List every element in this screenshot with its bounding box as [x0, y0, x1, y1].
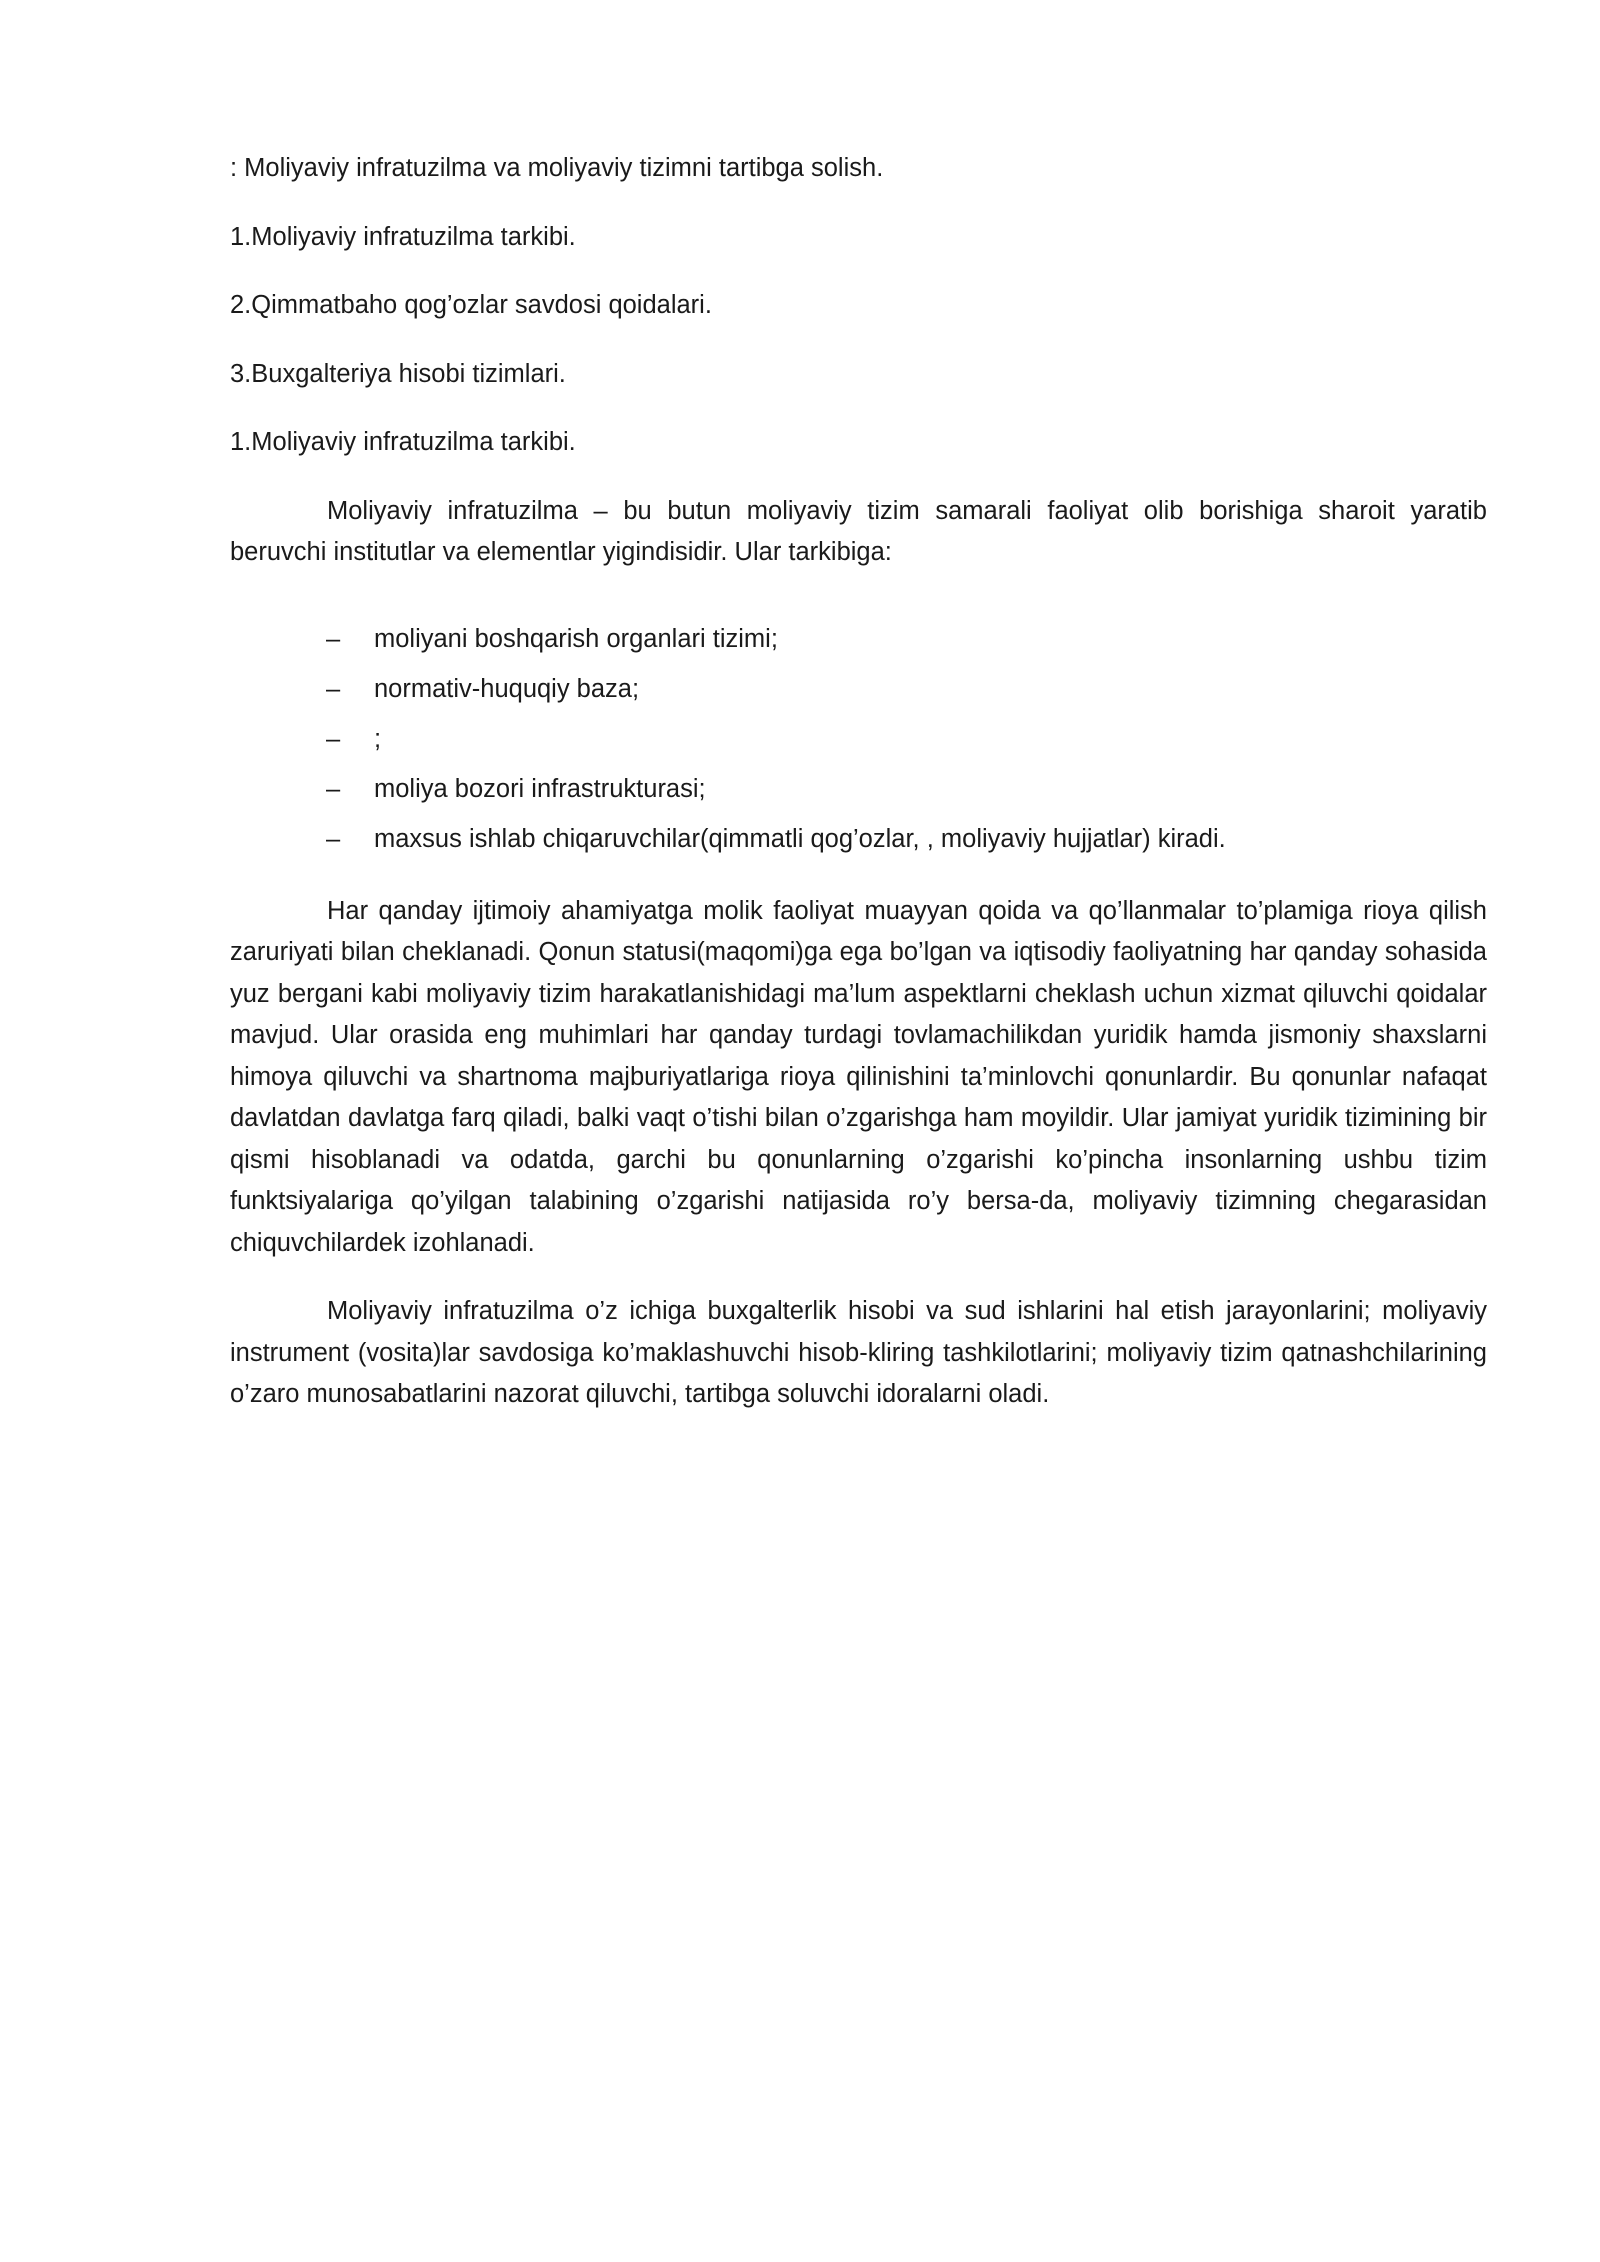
- list-item-text: moliyani boshqarish organlari tizimi;: [374, 624, 778, 653]
- body-paragraph-regulation: Har qanday ijtimoiy ahamiyatga molik faoliyat muayyan qoida va qo’llanmalar to’plamiga rioya qilish zaruriyati bilan cheklanadi. Qonun statusi(maqomi)ga ega bo’lgan va iqtisodiy faoliyatning har qanday sohasida yuz bergani kabi moliyaviy tizim harakatlanishidagi ma’lum aspektlarni cheklash uchun xizmat qiluvchi qoidalar mavjud. Ular orasida eng muhimlari har qanday turdagi tovlamachilikdan yuridik hamda jismoniy shaxslarni himoya qiluvchi va shartnoma majburiyatlariga rioya qilinishini ta’minlovchi qonunlardir. Bu qonunlar nafaqat davlatdan davlatga farq qiladi, balki vaqt o’tishi bilan o’zgarishga ham moyildir. Ular jamiyat yuridik tizimining bir qismi hisoblanadi va odatda, garchi bu qonunlarning o’zgarishi ko’pincha insonlarning ushbu tizim funktsiyalariga qo’yilgan talabining o’zgarishi natijasida ro’y bersa-da, moliyaviy tizimning chegarasidan chiquvchilardek izohlanadi.: [230, 896, 1487, 1257]
- list-item: [230, 614, 1487, 664]
- intro-paragraph: Moliyaviy infratuzilma – bu butun moliyaviy tizim samarali faoliyat olib borishiga sharoit yaratib beruvchi institutlar va elementlar yigindisidir. Ular tarkibiga:: [230, 496, 1487, 566]
- outline-item-1: 1.Moliyaviy infratuzilma tarkibi.: [230, 222, 576, 251]
- list-item: [230, 714, 1487, 764]
- section-heading: 1.Moliyaviy infratuzilma tarkibi.: [230, 428, 576, 456]
- outline-item-3: 3.Buxgalteriya hisobi tizimlari.: [230, 359, 566, 388]
- composition-list: [230, 614, 1487, 864]
- list-item-text: moliya bozori infrastrukturasi;: [374, 774, 706, 803]
- list-item: [230, 814, 1487, 864]
- bullet-dash: –: [326, 824, 341, 853]
- document-title: : Moliyaviy infratuzilma va moliyaviy tizimni tartibga solish.: [230, 154, 884, 182]
- document-body: [230, 148, 1487, 1443]
- bullet-dash: –: [326, 624, 341, 653]
- bullet-dash: –: [326, 724, 341, 753]
- list-item: [230, 664, 1487, 714]
- bullet-dash: –: [326, 774, 341, 803]
- bullet-dash: –: [326, 674, 341, 703]
- list-item-text: ;: [374, 724, 382, 753]
- list-item-text: maxsus ishlab chiqaruvchilar(qimmatli qog’ozlar, , moliyaviy hujjatlar) kiradi.: [374, 824, 1226, 853]
- body-paragraph-infrastructure: Moliyaviy infratuzilma o’z ichiga buxgalterlik hisobi va sud ishlarini hal etish jarayonlarini; moliyaviy instrument (vosita)lar savdosiga ko’maklashuvchi hisob-kliring tashkilotlarini; moliyaviy tizim qatnashchilarining o’zaro munosabatlarini nazorat qiluvchi, tartibga soluvchi idoralarni oladi.: [230, 1297, 1487, 1408]
- list-item-text: normativ-huquqiy baza;: [374, 674, 640, 703]
- outline-item-2: 2.Qimmatbaho qog’ozlar savdosi qoidalari.: [230, 291, 712, 319]
- list-item: [230, 764, 1487, 814]
